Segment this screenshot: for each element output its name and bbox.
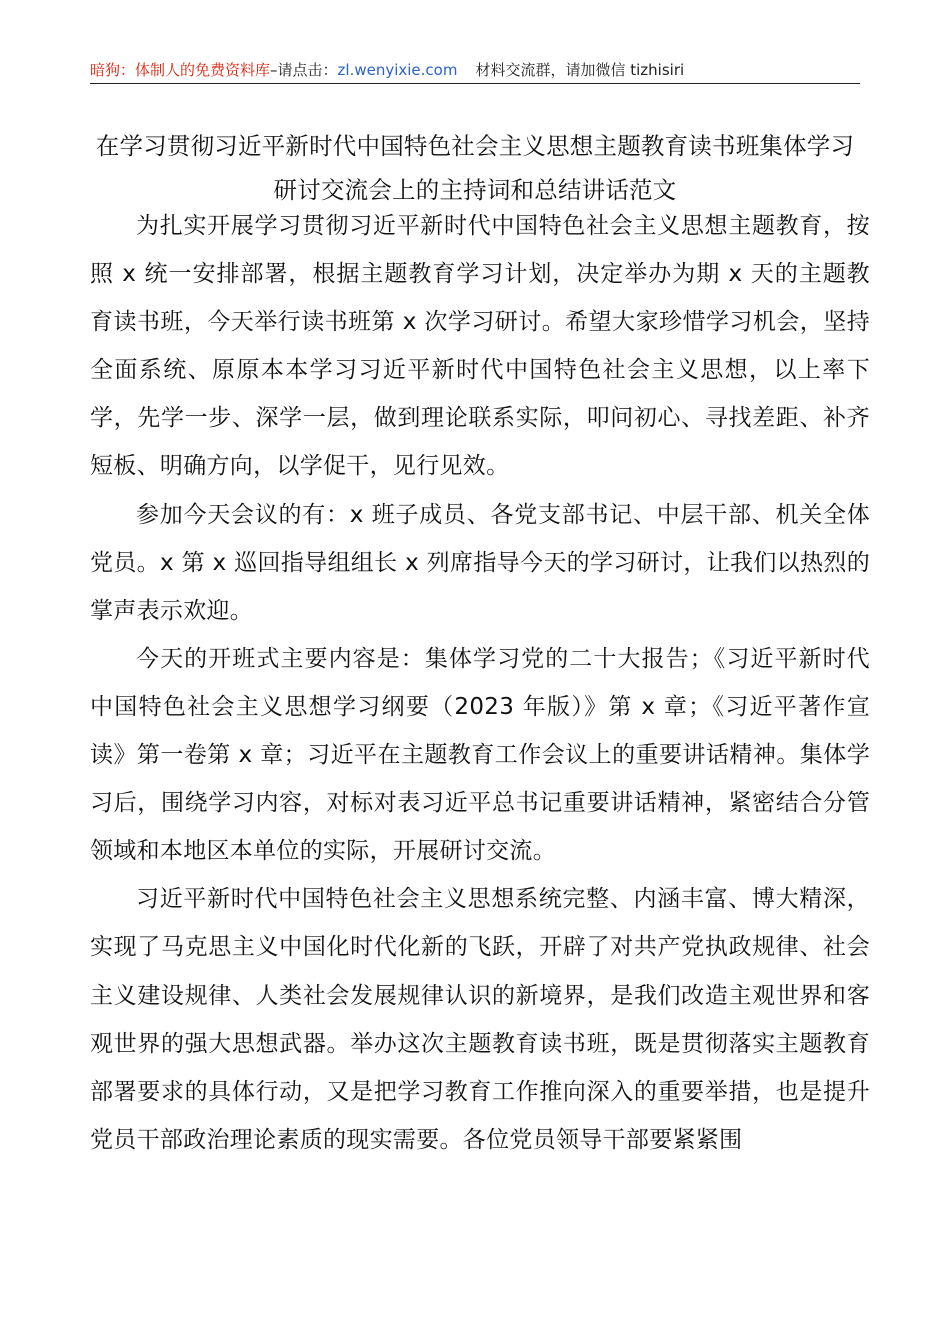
paragraph: 为扎实开展学习贯彻习近平新时代中国特色社会主义思想主题教育，按照 x 统一安排部署，根据主题教育学习计划，决定举办为期 x 天的主题教育读书班，今天举行读书班第 x 次学习研讨。希望大家珍惜学习机会，坚持全面系统、原原本本学习习近平新时代中国特色社会主义思想，以上率下学，先学一步、深学一层，做到理论联系实际，叩问初心、寻找差距、补齐短板、明确方向，以学促干，见行见效。 [90,213,870,480]
document-title-line-1: 在学习贯彻习近平新时代中国特色社会主义思想主题教育读书班集体学习 [95,132,855,160]
document-title [80,124,870,212]
document-title-line-2: 研讨交流会上的主持词和总结讲话范文 [273,176,677,204]
header-brand: 暗狗：体制人的免费资料库 [90,61,271,79]
page-header [90,58,860,82]
document-body [90,202,870,1164]
paragraph: 参加今天会议的有：x 班子成员、各党支部书记、中层干部、机关全体党员。x 第 x 巡回指导组组长 x 列席指导今天的学习研讨，让我们以热烈的掌声表示欢迎。 [90,501,870,624]
paragraph: 今天的开班式主要内容是：集体学习党的二十大报告；《习近平新时代中国特色社会主义思想学习纲要（2023 年版）》第 x 章；《习近平著作宣读》第一卷第 x 章；习近平在主题教育工作会议上的重要讲话精神。集体学习后，围绕学习内容，对标对表习近平总书记重要讲话精神，紧密结合分管领域和本地区本单位的实际，开展研讨交流。 [90,645,870,865]
header-prompt: –请点击： [270,61,338,79]
paragraph: 习近平新时代中国特色社会主义思想系统完整、内涵丰富、博大精深，实现了马克思主义中国化时代化新的飞跃，开辟了对共产党执政规律、社会主义建设规律、人类社会发展规律认识的新境界，是我们改造主观世界和客观世界的强大思想武器。举办这次主题教育读书班，既是贯彻落实主题教育部署要求的具体行动，又是把学习教育工作推向深入的重要举措，也是提升党员干部政治理论素质的现实需要。各位党员领导干部要紧紧围 [90,886,870,1153]
header-divider [90,83,860,84]
header-wechat-note: 材料交流群，请加微信 tizhisiri [475,61,685,79]
header-url-link[interactable]: zl.wenyixie.com [337,61,458,79]
